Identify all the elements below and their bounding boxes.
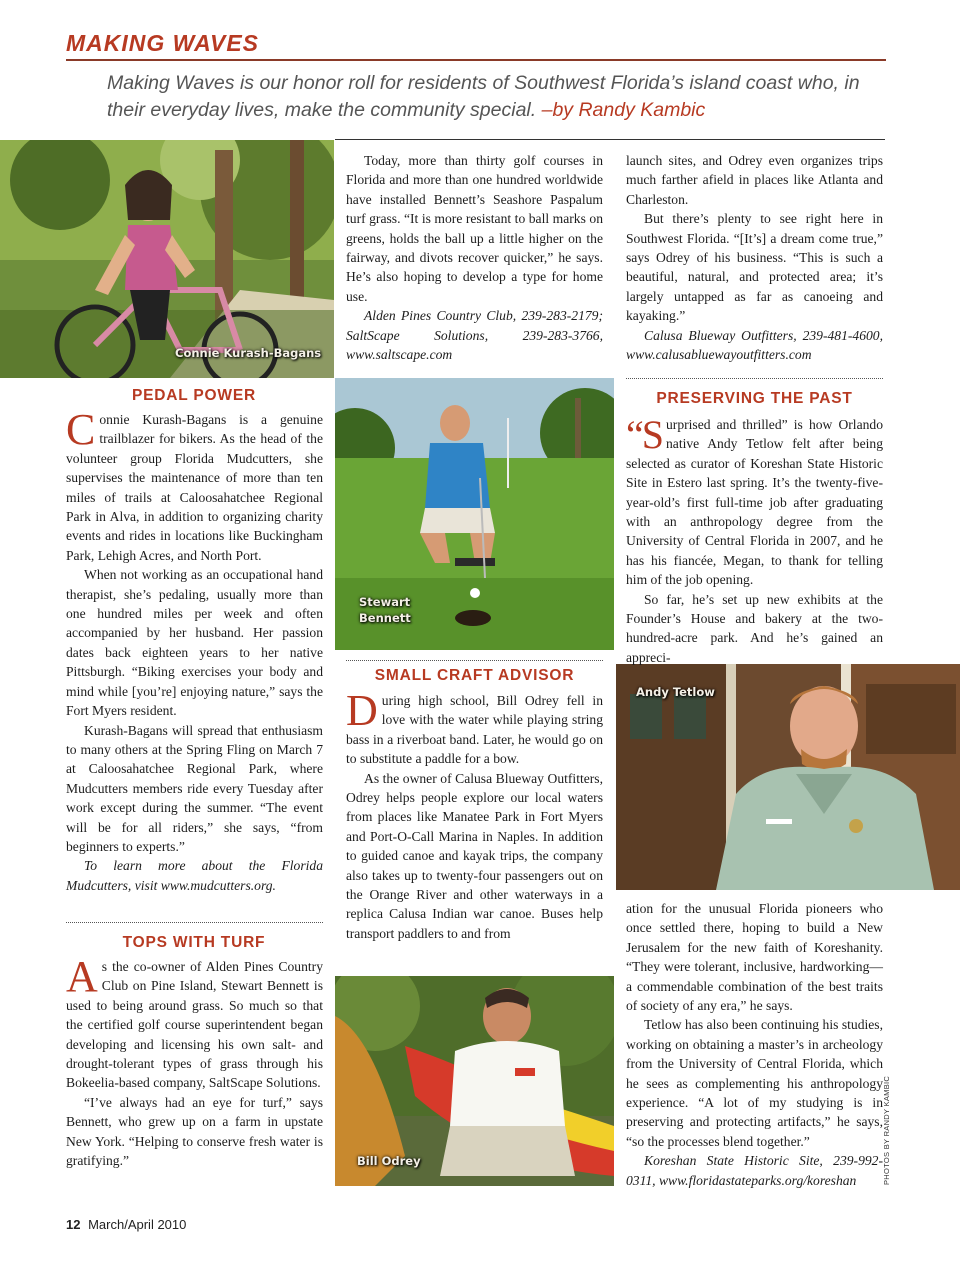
section-title: MAKING WAVES bbox=[66, 30, 260, 56]
photo-credit: PHOTOS BY RANDY KAMBIC bbox=[882, 1075, 891, 1185]
paragraph: ation for the unusual Florida pioneers who once settled there, hoping to build a New Jerusalem for the new faith of Koreshanity. “They were tolerant, inclusive, hardworking—a commendable combination of the best traits of society of any era,” he says. bbox=[626, 901, 883, 1014]
dropcap: “S bbox=[626, 412, 662, 457]
section-divider bbox=[66, 922, 323, 923]
article-small-craft-advisor bbox=[346, 686, 603, 943]
section-divider bbox=[626, 378, 883, 379]
page-number: 12 bbox=[66, 1217, 81, 1232]
caption-stewart-line2: Bennett bbox=[359, 611, 411, 625]
heading-pedal-power: PEDAL POWER bbox=[132, 387, 256, 404]
caption-andy: Andy Tetlow bbox=[636, 685, 715, 699]
paragraph-text: uring high school, Bill Odrey fell in love with the water while playing string bass in a riverboat band. Later, he would go on to substitute a paddle for a bow. bbox=[346, 693, 603, 767]
paragraph: launch sites, and Odrey even organizes trips much farther afield in places like Atlanta and Charleston. bbox=[626, 153, 883, 207]
dropcap: C bbox=[66, 405, 96, 454]
paragraph: So far, he’s set up new exhibits at the Founder’s House and bakery at the two-hundred-acre park. And he’s gained an appreci- bbox=[626, 591, 883, 665]
paragraph bbox=[66, 405, 323, 565]
section-divider bbox=[346, 660, 603, 661]
heading-small-craft-advisor: SMALL CRAFT ADVISOR bbox=[374, 667, 575, 684]
heading-preserving-the-past: PRESERVING THE PAST bbox=[656, 390, 853, 407]
intro-rule bbox=[335, 139, 885, 140]
caption-stewart-line1: Stewart bbox=[359, 595, 411, 609]
intro-body: Making Waves is our honor roll for residents of Southwest Florida’s island coast who, in their everyday lives, make the community special. bbox=[107, 72, 860, 121]
article-tops-with-turf bbox=[66, 952, 323, 1170]
article-preserving-the-past-continued bbox=[626, 899, 883, 1190]
byline: –by Randy Kambic bbox=[541, 99, 706, 121]
photo-andy-tetlow bbox=[616, 664, 960, 890]
paragraph-text: s the co-owner of Alden Pines Country Club on Pine Island, Stewart Bennett is used to being around grass. So much so that the certified golf course superintendent began developing and licensing his own salt- and drought-tolerant types of grass through his Bokeelia-based company, SaltScape Solutions. bbox=[66, 959, 323, 1091]
credit-mudcutters: To learn more about the Florida Mudcutters, visit www.mudcutters.org. bbox=[66, 858, 323, 893]
paragraph: “I’ve always had an eye for turf,” says Bennett, who grew up on a farm in upstate New York. “Helping to conserve fresh water is gratifying.” bbox=[66, 1094, 323, 1169]
dropcap: A bbox=[66, 952, 98, 1001]
photo-bill-odrey bbox=[335, 976, 614, 1186]
paragraph: When not working as an occupational hand therapist, she’s pedaling, usually more than one hundred miles per week and often accompanied by her husband. Her passion dates back eighteen years to her native Pittsburgh. “Biking exercises your body and mind while [you’re] enjoying nature,” says the Fort Myers resident. bbox=[66, 567, 323, 719]
page-footer bbox=[66, 1217, 186, 1232]
article-pedal-power bbox=[66, 405, 323, 895]
paragraph bbox=[626, 412, 883, 590]
paragraph-text: onnie Kurash-Bagans is a genuine trailblazer for bikers. As the head of the volunteer group Florida Mudcutters, she supervises the maintenance of more than ten miles of trails at Caloosahatchee Regional Park in Alva, in addition to organizing charity events and rides in locations like Buckingham Park, Lehigh Acres, and North Port. bbox=[66, 412, 323, 563]
paragraph: As the owner of Calusa Blueway Outfitters, Odrey helps people explore our local waters from places like Manatee Park in Fort Myers and Port-O-Call Marina in Naples. In addition to guided canoe and kayak trips, the company also takes up to twenty-four passengers out on the Orange River and other waterways in a replica Calusa Indian war canoe. Buses help transport paddlers to and from bbox=[346, 770, 603, 941]
article-tops-with-turf-continued bbox=[346, 151, 603, 364]
paragraph: Kurash-Bagans will spread that enthusiasm to many others at the Spring Fling on March 7 at Caloosahatchee Regional Park, where Mudcutters members ride every Tuesday after work except during the summer. “The event will be for all riders,” she says, “from beginners to experts.” bbox=[66, 722, 323, 854]
article-preserving-the-past bbox=[626, 412, 883, 667]
title-rule bbox=[66, 59, 886, 61]
paragraph-text: urprised and thrilled” is how Orlando native Andy Tetlow felt after being selected as curator of Koreshan State Historic Site in Estero last spring. It’s the twenty-five-year-old’s first full-time job after graduating with an anthropology degree from the University of Central Florida in 2007, and he has his fiancée, Megan, to thank for telling him of the job opening. bbox=[626, 417, 883, 588]
caption-connie: Connie Kurash-Bagans bbox=[175, 346, 322, 360]
paragraph bbox=[66, 952, 323, 1093]
caption-bill: Bill Odrey bbox=[357, 1154, 421, 1168]
paragraph bbox=[346, 686, 603, 769]
credit-calusa: Calusa Blueway Outfitters, 239-481-4600, www.calusabluewayoutfitters.com bbox=[626, 327, 883, 363]
paragraph: Tetlow has also been continuing his studies, working on obtaining a master’s in archeology from the University of Central Florida, which he sees as complementing his anthropology experience. “A lot of my studying is in preserving and protecting artifacts,” he says, “so the processes blend together.” bbox=[626, 1017, 883, 1149]
heading-tops-with-turf: TOPS WITH TURF bbox=[122, 934, 266, 951]
credit-koreshan: Koreshan State Historic Site, 239-992-0311, www.floridastateparks.org/koreshan bbox=[626, 1153, 883, 1188]
article-small-craft-advisor-continued bbox=[626, 151, 883, 364]
dropcap: D bbox=[346, 686, 378, 735]
credit-saltscape: Alden Pines Country Club, 239-283-2179; SaltScape Solutions, 239-283-3766, www.saltscape.com bbox=[346, 308, 603, 363]
paragraph: But there’s plenty to see right here in Southwest Florida. “[It’s] a dream come true,” says Odrey of his business. “This is such a beautiful, natural, and protected area; it’s largely untapped as far as canoeing and kayaking.” bbox=[626, 211, 883, 324]
intro-text bbox=[107, 70, 897, 124]
photo-connie-kurash-bagans bbox=[0, 140, 334, 378]
paragraph: Today, more than thirty golf courses in Florida and more than one hundred worldwide have installed Bennett’s Seashore Paspalum turf grass. “It is more resistant to ball marks on greens, holds the ball up a little higher on the fairway, and divots recover quicker,” he says. He’s also hoping to develop a type for home use. bbox=[346, 153, 603, 304]
photo-stewart-bennett bbox=[335, 378, 614, 650]
issue-date: March/April 2010 bbox=[88, 1217, 187, 1232]
